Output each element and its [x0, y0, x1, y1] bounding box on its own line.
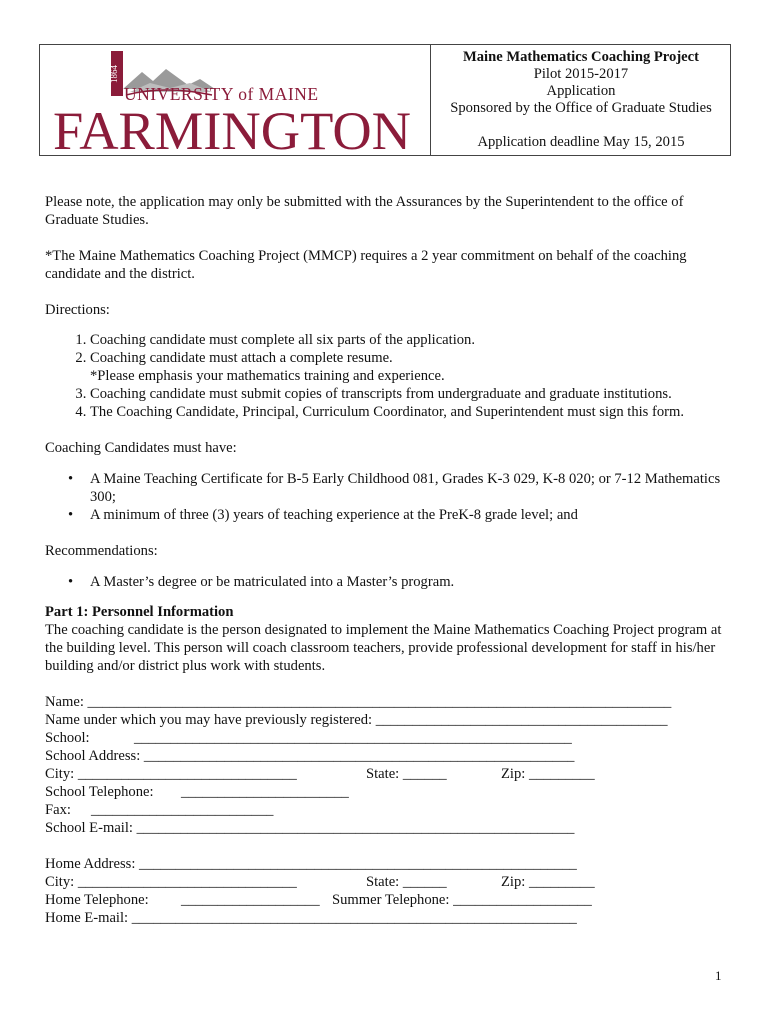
- list-item: • A Maine Teaching Certificate for B-5 Early Childhood 081, Grades K-3 029, K-8 020; or 7-12 Mathematics 300;: [90, 470, 735, 506]
- home-address-field[interactable]: Home Address: ____________________________________________________________: [45, 856, 577, 872]
- pilot-years: Pilot 2015-2017: [533, 66, 629, 82]
- application-deadline: Application deadline May 15, 2015: [477, 134, 685, 150]
- page-number: 1: [715, 968, 722, 983]
- school-address-field[interactable]: School Address: ___________________________________________________________: [45, 748, 575, 764]
- fax-field[interactable]: _________________________: [91, 802, 274, 818]
- home-telephone-field[interactable]: ___________________: [181, 892, 320, 908]
- home-telephone-label: Home Telephone:: [45, 892, 149, 908]
- school-telephone-field[interactable]: _______________________: [181, 784, 349, 800]
- part1-description: The coaching candidate is the person designated to implement the Maine Mathematics Coaching Project program at the building level. This person will coach classroom teachers, provide professional development for staff in his/her building and/or district plus work with students.: [45, 622, 722, 674]
- candidates-label: Coaching Candidates must have:: [45, 440, 237, 456]
- doc-type: Application: [546, 83, 616, 99]
- part1-heading: Part 1: Personnel Information: [45, 604, 234, 620]
- school-label: School:: [45, 730, 90, 746]
- fax-label: Fax:: [45, 802, 71, 818]
- requirements-list: [45, 470, 735, 524]
- recommendations-list: [45, 573, 735, 591]
- city-field[interactable]: City: ______________________________: [45, 766, 297, 782]
- logo-name: FARMINGTON: [53, 101, 411, 155]
- school-telephone-label: School Telephone:: [45, 784, 154, 800]
- project-title: Maine Mathematics Coaching Project: [462, 49, 699, 65]
- list-item: 3. Coaching candidate must submit copies of transcripts from undergraduate and graduate institutions.: [90, 385, 735, 403]
- list-item: • A minimum of three (3) years of teaching experience at the PreK-8 grade level; and: [90, 506, 735, 524]
- document-body: [45, 193, 735, 927]
- personnel-form: [45, 693, 735, 927]
- header-info: [431, 49, 731, 151]
- home-city-field[interactable]: City: ______________________________: [45, 874, 297, 890]
- svg-text:1864: 1864: [109, 65, 119, 83]
- directions-list: [45, 331, 735, 421]
- home-email-field[interactable]: Home E-mail: _____________________________________________________________: [45, 910, 577, 926]
- list-item: 2. Coaching candidate must attach a complete resume. *Please emphasis your mathematics training and experience.: [90, 349, 735, 385]
- state-field[interactable]: State: ______: [366, 766, 447, 782]
- list-item: 1. Coaching candidate must complete all six parts of the application.: [90, 331, 735, 349]
- zip-field[interactable]: Zip: _________: [501, 766, 595, 782]
- direction-note: *Please emphasis your mathematics training and experience.: [90, 368, 445, 384]
- header-box: [39, 44, 731, 156]
- list-item: 4. The Coaching Candidate, Principal, Curriculum Coordinator, and Superintendent must sign this form.: [90, 403, 735, 421]
- name-field[interactable]: Name: ________________________________________________________________________________: [45, 694, 672, 710]
- umf-logo: [40, 45, 430, 155]
- list-item: • A Master’s degree or be matriculated into a Master’s program.: [90, 573, 735, 591]
- recommendations-label: Recommendations:: [45, 543, 158, 559]
- sponsor-line: Sponsored by the Office of Graduate Studies: [450, 100, 712, 116]
- home-state-field[interactable]: State: ______: [366, 874, 447, 890]
- submission-note: Please note, the application may only be submitted with the Assurances by the Superintendent to the office of Graduate Studies.: [45, 194, 684, 228]
- previous-name-field[interactable]: Name under which you may have previously registered: ________________________________________: [45, 712, 668, 728]
- directions-label: Directions:: [45, 302, 110, 318]
- commitment-note: *The Maine Mathematics Coaching Project (MMCP) requires a 2 year commitment on behalf of the coaching candidate and the district.: [45, 248, 687, 282]
- home-zip-field[interactable]: Zip: _________: [501, 874, 595, 890]
- logo-university-line: UNIVERSITY of MAINE: [124, 84, 319, 104]
- school-email-field[interactable]: School E-mail: ____________________________________________________________: [45, 820, 575, 836]
- school-field[interactable]: ____________________________________________________________: [134, 730, 572, 746]
- summer-telephone-field[interactable]: Summer Telephone: ___________________: [332, 892, 592, 908]
